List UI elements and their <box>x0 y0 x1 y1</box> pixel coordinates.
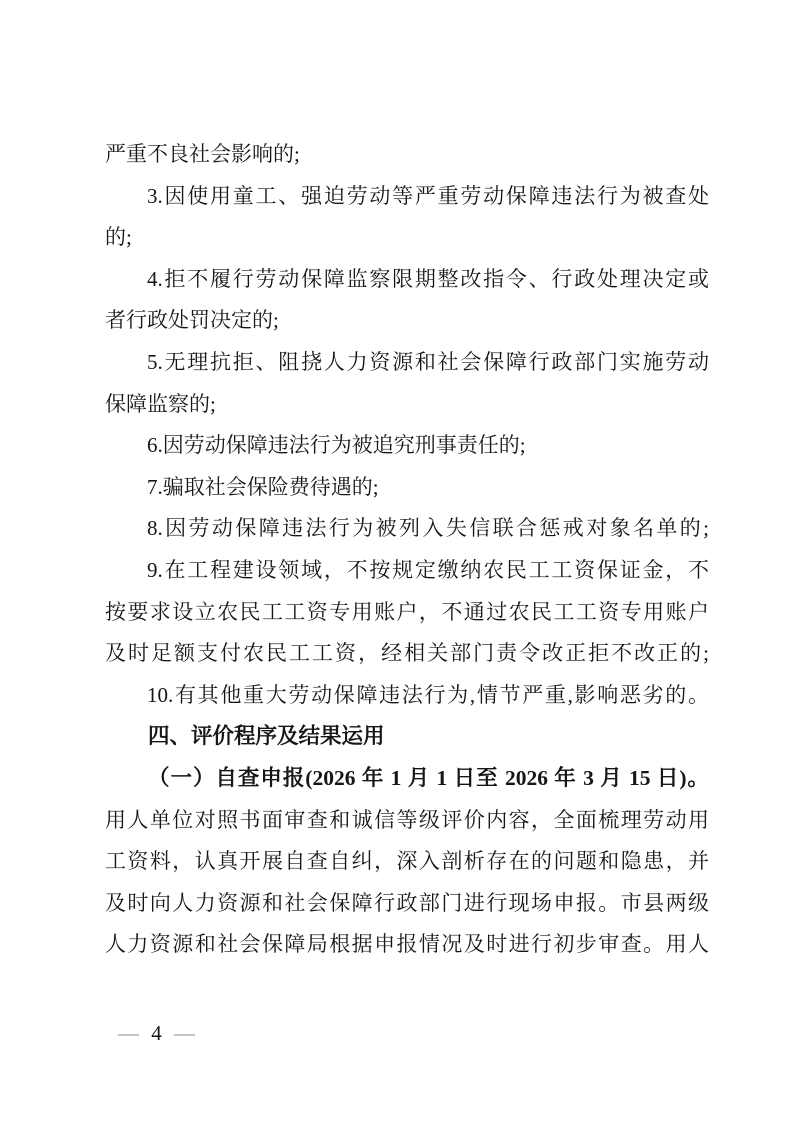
text-line: 及时足额支付农民工工资，经相关部门责令改正拒不改正的; <box>105 641 709 666</box>
footer-dash-right: — <box>174 1021 195 1045</box>
text-line: 8.因劳动保障违法行为被列入失信联合惩戒对象名单的; <box>147 516 709 541</box>
text-line: 者行政处罚决定的; <box>105 308 279 333</box>
footer-dash-left: — <box>118 1021 139 1045</box>
text-line: 的; <box>105 225 132 250</box>
section-heading: 四、评价程序及结果运用 <box>148 724 385 749</box>
text-line: 按要求设立农民工工资专用账户，不通过农民工工资专用账户 <box>105 599 709 624</box>
text-line: 5.无理抗拒、阻挠人力资源和社会保障行政部门实施劳动 <box>147 349 709 374</box>
text-line: 用人单位对照书面审查和诚信等级评价内容，全面梳理劳动用 <box>105 807 709 832</box>
text-line: 7.骗取社会保险费待遇的; <box>147 474 379 499</box>
text-line: 及时向人力资源和社会保障行政部门进行现场申报。市县两级 <box>105 890 709 915</box>
text-line: 4.拒不履行劳动保障监察限期整改指令、行政处理决定或 <box>147 266 709 291</box>
page-footer <box>118 1012 195 1054</box>
text-line: 10.有其他重大劳动保障违法行为,情节严重,影响恶劣的。 <box>147 682 709 707</box>
text-line: 严重不良社会影响的; <box>105 142 300 166</box>
text-line: 9.在工程建设领域，不按规定缴纳农民工工资保证金，不 <box>147 557 709 582</box>
page-number: 4 <box>151 1021 162 1045</box>
text-line: 3.因使用童工、强迫劳动等严重劳动保障违法行为被查处 <box>147 183 709 208</box>
document-body <box>105 134 709 966</box>
text-line: 人力资源和社会保障局根据申报情况及时进行初步审查。用人 <box>105 932 709 957</box>
subsection-heading: （一）自查申报(2026 年 1 月 1 日至 2026 年 3 月 15 日)。 <box>148 765 709 790</box>
text-line: 保障监察的; <box>105 391 216 416</box>
text-line: 6.因劳动保障违法行为被追究刑事责任的; <box>147 433 526 458</box>
text-line: 工资料，认真开展自查自纠，深入剖析存在的问题和隐患，并 <box>105 849 709 874</box>
